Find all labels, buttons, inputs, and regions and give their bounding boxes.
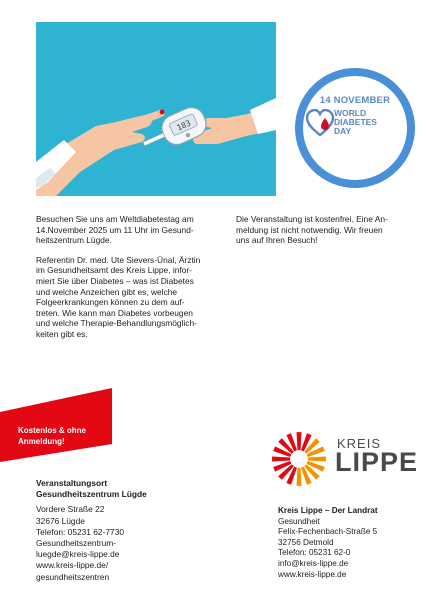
text-line: Referentin Dr. med. Ute Sievers-Ünal, Ärztin: [36, 254, 201, 265]
contact-city: 32756 Detmold: [278, 537, 334, 547]
venue-block: [36, 478, 216, 583]
right-text-column: [236, 214, 412, 255]
intro-paragraph: [36, 214, 234, 246]
banner-line: Anmeldung!: [18, 437, 65, 446]
glucose-meter-icon: [138, 103, 210, 157]
heart-drop-icon: [305, 109, 335, 137]
kreis-lippe-logo: [270, 430, 328, 488]
venue-phone: Telefon: 05231 62-7730: [36, 526, 125, 537]
text-line: uns auf Ihren Besuch!: [236, 235, 318, 246]
kreis-lippe-name-bottom: LIPPE: [335, 447, 419, 477]
text-line: Folgeerkrankungen können zu dem auf-: [36, 297, 185, 308]
speaker-paragraph: [36, 255, 234, 340]
venue-street: Vordere Straße 22: [36, 504, 105, 515]
contact-department: Gesundheit: [278, 516, 320, 526]
text-line: Die Veranstaltung ist kostenfrei. Eine An-: [236, 214, 388, 224]
hands-glucose-meter-illustration: [36, 22, 276, 196]
info-paragraph: [236, 214, 412, 246]
logo-ray: [272, 457, 290, 462]
logo-ray: [297, 468, 302, 486]
text-line: und welche Anzeichen gibt es, welche: [36, 286, 178, 297]
contact-block: [278, 506, 428, 580]
contact-street: Felix-Fechenbach-Straße 5: [278, 527, 378, 537]
free-admission-banner: [0, 380, 112, 468]
contact-phone: Telefon: 05231 62-0: [278, 548, 351, 558]
logo-ray: [297, 432, 302, 450]
venue-email: luegde@kreis-lippe.de: [36, 549, 120, 560]
text-line: im Gesundheitsamt des Kreis Lippe, infor-: [36, 265, 192, 276]
venue-name: Gesundheitszentrum Lügde: [36, 489, 147, 500]
kreis-lippe-name-top: KREIS: [337, 436, 382, 451]
text-line: miert Sie über Diabetes – was ist Diabetes: [36, 275, 194, 286]
wdd-date: 14 NOVEMBER: [319, 95, 391, 106]
text-line: und welche Therapie-Behandlungsmöglich-: [36, 318, 197, 329]
venue-city: 32676 Lügde: [36, 515, 85, 526]
wdd-word-world: WORLD: [334, 108, 367, 118]
venue-website: www.kreis-lippe.de/: [36, 560, 109, 571]
red-banner-shape: [0, 380, 112, 468]
text-line: 14.November 2025 um 11 Uhr im Gesund-: [36, 224, 194, 235]
text-line: treten. Wie kann man Diabetes vorbeugen: [36, 307, 193, 318]
world-diabetes-day-logo: [294, 67, 416, 189]
meter-reading: 183: [175, 118, 193, 133]
text-line: keiten gibt es.: [36, 328, 88, 339]
kreis-lippe-rays-icon: [270, 430, 328, 488]
left-text-column: [36, 214, 234, 349]
wdd-word-day: DAY: [334, 126, 352, 136]
banner-line: Kostenlos & ohne: [18, 426, 87, 435]
venue-email: Gesundheitszentrum-: [36, 538, 117, 549]
wdd-word-diabetes: DIABETES: [334, 117, 377, 127]
contact-website: www.kreis-lippe.de: [278, 569, 347, 579]
contact-email: info@kreis-lippe.de: [278, 558, 349, 568]
logo-ray: [308, 457, 326, 462]
text-line: meldung ist nicht notwendig. Wir freuen: [236, 224, 383, 235]
text-line: heitszentrum Lügde.: [36, 235, 112, 246]
text-line: Besuchen Sie uns am Weltdiabetestag am: [36, 214, 194, 224]
venue-website: gesundheitszentren: [36, 571, 110, 582]
banner-text: [18, 425, 108, 447]
venue-heading: Veranstaltungsort: [36, 478, 108, 488]
contact-heading: Kreis Lippe – Der Landrat: [278, 506, 378, 515]
hero-illustration: [36, 22, 276, 196]
